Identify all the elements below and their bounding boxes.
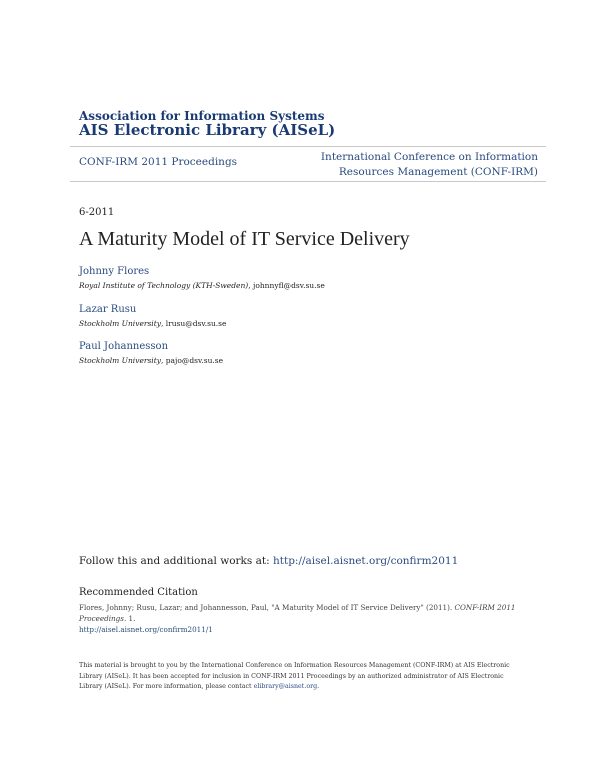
follow-text: Follow this and additional works at: xyxy=(79,555,273,567)
contact-email-link[interactable]: elibrary@aisnet.org xyxy=(253,683,318,690)
citation-link[interactable]: http://aisel.aisnet.org/confirm2011/1 xyxy=(79,625,213,634)
divider-bottom xyxy=(70,181,546,182)
paper-title: A Maturity Model of IT Service Delivery xyxy=(79,228,410,250)
conference-link[interactable]: International Conference on Information Resources Management (CONF-IRM) xyxy=(320,151,538,178)
author-name[interactable]: Johnny Flores xyxy=(79,266,150,277)
author-affiliation xyxy=(79,281,325,290)
divider-top xyxy=(70,146,546,147)
access-notice xyxy=(79,661,519,693)
author-affiliation xyxy=(79,319,226,328)
author-name[interactable]: Paul Johannesson xyxy=(79,341,169,352)
proceedings-link[interactable]: CONF-IRM 2011 Proceedings xyxy=(79,156,238,168)
citation-authors-title: Flores, Johnny; Rusu, Lazar; and Johannesson, Paul, "A Maturity Model of IT Service Delivery" (2011). xyxy=(79,603,455,612)
author-email: , lrusu@dsv.su.se xyxy=(160,319,227,328)
affiliation-text: Stockholm University xyxy=(79,356,161,365)
library-name[interactable]: AIS Electronic Library (AISeL) xyxy=(79,121,336,139)
author-name[interactable]: Lazar Rusu xyxy=(79,304,137,315)
organization-name[interactable]: Association for Information Systems xyxy=(79,109,325,123)
affiliation-text: Stockholm University xyxy=(79,319,161,328)
author-affiliation xyxy=(79,356,223,365)
notice-text: This material is brought to you by the International Conference on Information Resources Management (CONF-IRM) at AIS Electronic Library (AISeL). It has been accepted for inclusion in CONF-IRM 2011 Proceedings by an authorized administrator of AIS Electronic Library (AISeL). For more information, please contact xyxy=(79,662,510,690)
citation-venue: CONF-IRM 2011 Proceedings xyxy=(79,603,516,623)
collection-link[interactable]: http://aisel.aisnet.org/confirm2011 xyxy=(273,555,459,567)
citation-heading: Recommended Citation xyxy=(79,587,198,598)
publication-date: 6-2011 xyxy=(79,207,115,218)
follow-line xyxy=(79,555,458,567)
affiliation-text: Royal Institute of Technology (KTH-Sweden) xyxy=(79,281,249,290)
author-email: , pajo@dsv.su.se xyxy=(160,356,224,365)
citation-text xyxy=(79,602,539,624)
notice-end: . xyxy=(317,683,320,690)
author-email: , johnnyfl@dsv.su.se xyxy=(248,281,325,290)
citation-number: . 1. xyxy=(123,614,136,623)
